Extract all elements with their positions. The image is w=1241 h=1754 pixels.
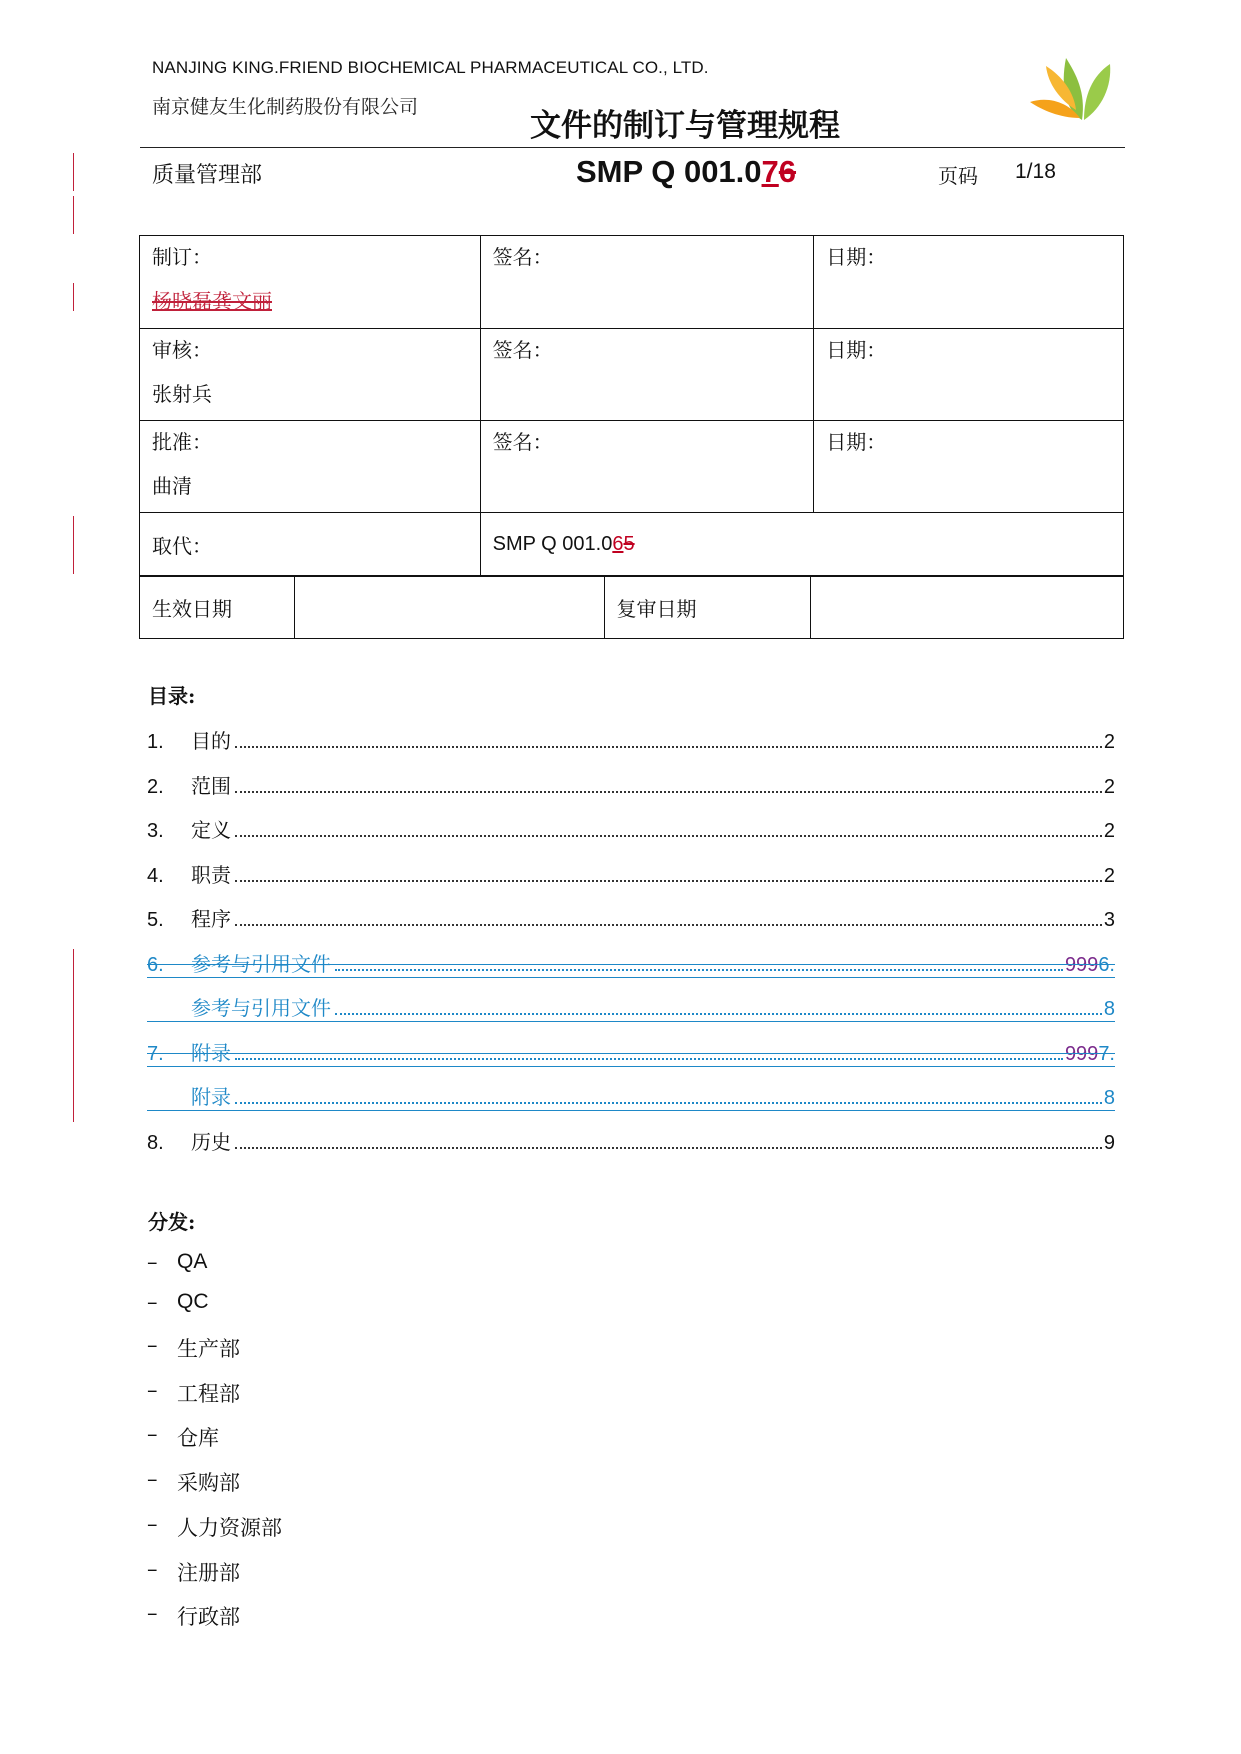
toc-item-label: 范围 [191,774,231,798]
list-dash: – [147,1290,158,1314]
toc-item[interactable] [147,724,1115,754]
page-number: 1/18 [1015,160,1056,183]
list-dash: – [147,1557,158,1581]
toc-page-deleted: 999 [1064,1043,1099,1065]
drafter-signature-cell [480,236,814,329]
toc-item-inserted[interactable] [147,1080,1115,1111]
list-item-label: 仓库 [177,1426,219,1450]
toc-leader-dots [235,880,1102,882]
reviewer-signature-cell [480,329,814,421]
toc-leader-dots [335,1013,1102,1015]
drafter-label: 制订： [152,245,212,269]
list-item [147,1378,240,1408]
signature-table [139,235,1124,576]
replaces-label: 取代： [152,533,212,558]
toc-page-suffix: 7. [1098,1043,1115,1065]
drafter-cell [140,236,481,329]
list-item-label: QC [177,1290,209,1313]
signature-label: 签名： [492,245,553,269]
list-dash: – [147,1250,158,1274]
list-item-label: 注册部 [177,1561,240,1585]
toc-leader-dots [235,1147,1102,1149]
toc-item-number: 4. [147,865,164,887]
review-date-label: 复审日期 [604,577,811,639]
toc-item-page: 8 [1103,998,1115,1020]
toc-item-page [1063,1043,1115,1066]
approver-label: 批准： [152,430,212,454]
dates-table [139,576,1124,639]
toc-item-number: 2. [147,776,164,798]
date-label: 日期： [826,245,887,269]
toc-item-label: 参考与引用文件 [191,996,331,1020]
toc-item-label: 定义 [191,818,231,842]
toc-item-number: 3. [147,820,164,842]
list-item-label: 采购部 [177,1471,240,1495]
reviewer-label: 审核： [152,338,212,362]
approver-cell [140,421,481,513]
toc-item-label: 程序 [191,907,231,931]
replaces-code-deleted: 5 [623,532,635,555]
change-bar [73,516,74,574]
date-label: 日期： [826,430,887,454]
list-item-label: QA [177,1250,208,1273]
list-item-label: 行政部 [177,1605,240,1629]
toc-item-page: 2 [1103,865,1115,887]
doc-code-deleted: 6 [778,154,797,189]
reviewer-name: 张射兵 [152,382,212,406]
toc-item-deleted[interactable] [147,1036,1115,1067]
table-row [140,577,1124,639]
table-row [140,329,1124,421]
toc-item-deleted[interactable] [147,947,1115,978]
change-bar [73,283,74,311]
approver-name: 曲清 [152,474,192,498]
signature-label: 签名： [492,430,553,454]
drafter-date-cell [814,236,1124,329]
list-dash: – [147,1467,158,1491]
toc-item[interactable] [147,902,1115,932]
toc-item-number: 1. [147,731,164,753]
toc-page-deleted: 999 [1064,954,1099,976]
list-dash: – [147,1601,158,1625]
toc-leader-dots [235,746,1102,748]
list-item [147,1601,240,1631]
list-dash: – [147,1333,158,1357]
date-label: 日期： [826,338,887,362]
list-dash: – [147,1512,158,1536]
toc-leader-dots [235,924,1102,926]
toc-leader-dots [335,969,1063,971]
change-bar [73,949,74,1122]
toc-item-page: 3 [1103,909,1115,931]
toc-item-number: 7. [147,1043,164,1065]
list-item [147,1557,240,1587]
toc-item-page: 8 [1103,1087,1115,1109]
toc-item-label: 目的 [191,729,231,753]
list-item [147,1290,209,1314]
toc-item-number: 6. [147,954,164,976]
signature-label: 签名： [492,338,553,362]
replaces-label-cell [140,513,481,576]
doc-code-base: SMP Q 001.0 [576,154,762,189]
toc-item[interactable] [147,858,1115,888]
toc-item-inserted[interactable] [147,991,1115,1022]
document-title: 文件的制订与管理规程 [530,108,840,144]
list-item-label: 工程部 [177,1382,240,1406]
list-item [147,1512,282,1542]
company-name-chinese: 南京健友生化制药股份有限公司 [152,96,419,118]
approver-date-cell [814,421,1124,513]
toc-item-page [1063,954,1115,977]
approver-signature-cell [480,421,814,513]
toc-page-suffix: 6. [1098,954,1115,976]
toc-item-label: 参考与引用文件 [191,952,331,976]
distribution-title: 分发: [148,1210,196,1234]
toc-item[interactable] [147,769,1115,799]
effective-date-label: 生效日期 [140,577,295,639]
toc-item[interactable] [147,1125,1115,1155]
list-item-label: 人力资源部 [177,1516,282,1540]
toc-title: 目录: [148,684,196,708]
change-bar [73,196,74,234]
replaces-code-inserted: 6 [612,532,624,555]
page-label: 页码 [938,164,978,188]
department-name: 质量管理部 [152,163,263,188]
toc-item-page: 2 [1103,731,1115,753]
toc-item-number: 5. [147,909,164,931]
replaces-value-cell [480,513,1123,576]
replaces-code-base: SMP Q 001.0 [492,532,613,555]
review-date-value [811,577,1124,639]
leaf-logo-icon [1026,40,1116,122]
change-bar [73,153,74,191]
toc-item-label: 附录 [191,1085,231,1109]
header-rule [140,147,1125,148]
toc-leader-dots [235,1058,1063,1060]
effective-date-value [294,577,604,639]
list-item [147,1250,207,1274]
list-item [147,1333,240,1363]
table-row [140,421,1124,513]
toc-item-label: 职责 [191,863,231,887]
list-dash: – [147,1422,158,1446]
toc-item-page: 2 [1103,776,1115,798]
table-row [140,236,1124,329]
list-item-label: 生产部 [177,1337,240,1361]
reviewer-cell [140,329,481,421]
table-row [140,513,1124,576]
toc-leader-dots [235,835,1102,837]
toc-leader-dots [235,1102,1102,1104]
toc-leader-dots [235,791,1102,793]
list-item [147,1467,240,1497]
reviewer-date-cell [814,329,1124,421]
list-item [147,1422,219,1452]
drafter-name: 杨晓磊龚文丽 [152,289,272,313]
list-dash: – [147,1378,158,1402]
doc-code-inserted: 7 [761,154,779,189]
toc-item-label: 历史 [191,1130,231,1154]
company-name-english: NANJING KING.FRIEND BIOCHEMICAL PHARMACEUTICAL CO., LTD. [152,58,709,77]
toc-item[interactable] [147,813,1115,843]
toc-item-number: 8. [147,1132,164,1154]
document-code [576,154,796,190]
toc-item-label: 附录 [191,1041,231,1065]
toc-item-page: 9 [1103,1132,1115,1154]
toc-item-page: 2 [1103,820,1115,842]
